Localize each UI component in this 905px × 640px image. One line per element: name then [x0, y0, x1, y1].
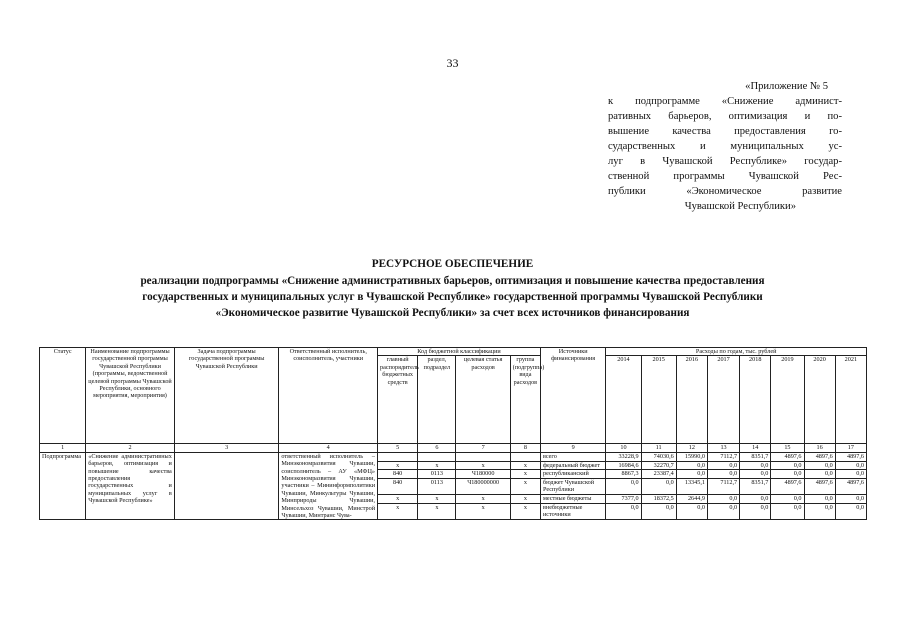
code-target-article: x: [456, 495, 510, 504]
value-cell: 33228,9: [606, 452, 641, 461]
code-main-manager: [378, 452, 418, 461]
title-line: «Экономическое развитие Чувашской Республики» за счет всех источников финансирования: [215, 307, 690, 319]
value-cell: 0,0: [641, 478, 676, 494]
value-cell: 0,0: [771, 470, 804, 479]
column-number: 12: [676, 444, 707, 452]
value-cell: 0,0: [676, 504, 707, 520]
code-group: x: [510, 470, 540, 479]
code-section: 0113: [418, 478, 456, 494]
column-number: 3: [174, 444, 279, 452]
code-target-article: Ч180000000: [456, 478, 510, 494]
value-cell: 0,0: [641, 504, 676, 520]
task-cell: [174, 452, 279, 520]
column-number: 14: [740, 444, 771, 452]
appendix-line: «Приложение № 5: [745, 81, 828, 92]
header-responsible: Ответственный исполнитель, соисполнитель, участники: [279, 348, 378, 444]
column-number: 2: [86, 444, 175, 452]
header-main-manager: главный распорядитель бюджетных средств: [378, 356, 418, 444]
resource-table: [39, 347, 867, 520]
value-cell: 0,0: [835, 504, 866, 520]
code-main-manager: 840: [378, 478, 418, 494]
appendix-line: публики «Экономическое развитие: [608, 186, 842, 197]
appendix-line: Чувашской Республики»: [684, 201, 796, 212]
code-group: x: [510, 495, 540, 504]
title-line: реализации подпрограммы «Снижение административных барьеров, оптимизация и повышение качества предоставления: [140, 275, 765, 287]
title-heading: РЕСУРСНОЕ ОБЕСПЕЧЕНИЕ: [371, 258, 534, 270]
value-cell: 8351,7: [740, 452, 771, 461]
value-cell: 0,0: [771, 461, 804, 470]
column-number: 15: [771, 444, 804, 452]
value-cell: 0,0: [835, 461, 866, 470]
code-section: 0113: [418, 470, 456, 479]
appendix-line: вышение качества предоставления го-: [608, 126, 842, 137]
header-year: 2016: [676, 356, 707, 444]
value-cell: 7112,7: [707, 478, 739, 494]
value-cell: 0,0: [740, 495, 771, 504]
header-year: 2018: [740, 356, 771, 444]
value-cell: 0,0: [707, 470, 739, 479]
header-year: 2020: [804, 356, 835, 444]
title-line: государственных и муниципальных услуг в Чувашской Республике» государственной программы Чувашской Республики: [142, 291, 763, 303]
column-number: 11: [641, 444, 676, 452]
value-cell: 8351,7: [740, 478, 771, 494]
code-group: x: [510, 504, 540, 520]
column-number: 16: [804, 444, 835, 452]
value-cell: 4897,6: [804, 478, 835, 494]
table-row: [40, 452, 867, 461]
value-cell: 0,0: [771, 495, 804, 504]
value-cell: 7377,0: [606, 495, 641, 504]
header-group: группа (подгруппа) вида расходов: [510, 356, 540, 444]
header-status: Статус: [40, 348, 86, 444]
value-cell: 15990,0: [676, 452, 707, 461]
code-section: x: [418, 495, 456, 504]
header-year: 2021: [835, 356, 866, 444]
value-cell: 0,0: [676, 461, 707, 470]
value-cell: 23387,4: [641, 470, 676, 479]
column-number: 9: [540, 444, 605, 452]
column-number: 10: [606, 444, 641, 452]
subprogram-name-cell: «Снижение административных барьеров, оптимизация и повышение качества предоставления государственных и муниципальных услуг в Чувашской Республике»: [86, 452, 175, 520]
value-cell: 0,0: [606, 504, 641, 520]
appendix-line: луг в Чувашской Республике» государ-: [608, 156, 842, 167]
code-section: x: [418, 461, 456, 470]
value-cell: 16984,6: [606, 461, 641, 470]
column-number: 6: [418, 444, 456, 452]
value-cell: 0,0: [707, 495, 739, 504]
value-cell: 0,0: [804, 461, 835, 470]
value-cell: 8867,3: [606, 470, 641, 479]
value-cell: 32270,7: [641, 461, 676, 470]
source-cell: республиканский: [540, 470, 605, 479]
responsible-cell: ответственный исполнитель – Минэкономразвития Чувашии, соисполнитель – АУ «МФЦ» Минэкономразвития Чувашии, участники – Мининформполитики Чувашии, Минкультуры Чувашии, Минприроды Чувашии, Минсельхоз Чувашии, Минстрой Чувашии, Минтранс Чува-: [279, 452, 378, 520]
value-cell: 0,0: [707, 461, 739, 470]
header-section: раздел, подраздел: [418, 356, 456, 444]
code-main-manager: x: [378, 504, 418, 520]
appendix-line: сударственных и муниципальных ус-: [608, 141, 842, 152]
header-task: Задача подпрограммы государственной программы Чувашской Республики: [174, 348, 279, 444]
column-number: 17: [835, 444, 866, 452]
column-number: 1: [40, 444, 86, 452]
source-cell: бюджет Чувашской Республики: [540, 478, 605, 494]
value-cell: 0,0: [804, 495, 835, 504]
header-year: 2015: [641, 356, 676, 444]
column-number-row: [40, 444, 867, 452]
value-cell: 2644,9: [676, 495, 707, 504]
code-group: [510, 452, 540, 461]
header-year: 2017: [707, 356, 739, 444]
value-cell: 0,0: [740, 461, 771, 470]
column-number: 13: [707, 444, 739, 452]
column-number: 8: [510, 444, 540, 452]
code-target-article: [456, 452, 510, 461]
appendix-note: [608, 79, 842, 214]
value-cell: 0,0: [771, 504, 804, 520]
value-cell: 0,0: [740, 470, 771, 479]
appendix-line: ративных барьеров, оптимизация и по-: [608, 111, 842, 122]
source-cell: внебюджетные источники: [540, 504, 605, 520]
code-group: x: [510, 461, 540, 470]
appendix-line: ственной программы Чувашской Рес-: [608, 171, 842, 182]
value-cell: 4897,6: [835, 452, 866, 461]
status-cell: Подпрограмма: [40, 452, 86, 520]
value-cell: 0,0: [804, 470, 835, 479]
header-year: 2019: [771, 356, 804, 444]
header-expenses: Расходы по годам, тыс. рублей: [606, 348, 867, 356]
code-main-manager: x: [378, 495, 418, 504]
source-cell: всего: [540, 452, 605, 461]
code-section: x: [418, 504, 456, 520]
source-cell: местные бюджеты: [540, 495, 605, 504]
code-main-manager: x: [378, 461, 418, 470]
code-target-article: x: [456, 504, 510, 520]
header-year: 2014: [606, 356, 641, 444]
header-name: Наименование подпрограммы государственной программы Чувашской Республики (программы, ведомственной целевой программы Чувашской Республики, основного мероприятия, мероприятия): [86, 348, 175, 444]
header-target-article: целевая статья расходов: [456, 356, 510, 444]
value-cell: 0,0: [835, 470, 866, 479]
appendix-line: к подпрограмме «Снижение админист-: [608, 96, 842, 107]
source-cell: федеральный бюджет: [540, 461, 605, 470]
value-cell: 18372,5: [641, 495, 676, 504]
header-budget-code: Код бюджетной классификации: [378, 348, 541, 356]
column-number: 5: [378, 444, 418, 452]
value-cell: 0,0: [707, 504, 739, 520]
value-cell: 0,0: [740, 504, 771, 520]
code-target-article: Ч180000: [456, 470, 510, 479]
document-title: [40, 256, 865, 321]
column-number: 7: [456, 444, 510, 452]
page-number: 33: [446, 56, 459, 70]
value-cell: 0,0: [606, 478, 641, 494]
value-cell: 0,0: [676, 470, 707, 479]
code-target-article: x: [456, 461, 510, 470]
value-cell: 0,0: [835, 495, 866, 504]
value-cell: 7112,7: [707, 452, 739, 461]
value-cell: 4897,6: [804, 452, 835, 461]
column-number: 4: [279, 444, 378, 452]
value-cell: 4897,6: [835, 478, 866, 494]
code-section: [418, 452, 456, 461]
value-cell: 4897,6: [771, 452, 804, 461]
value-cell: 0,0: [804, 504, 835, 520]
code-main-manager: 840: [378, 470, 418, 479]
value-cell: 74030,6: [641, 452, 676, 461]
value-cell: 4897,6: [771, 478, 804, 494]
value-cell: 13345,1: [676, 478, 707, 494]
header-sources: Источники финансирования: [540, 348, 605, 444]
code-group: x: [510, 478, 540, 494]
